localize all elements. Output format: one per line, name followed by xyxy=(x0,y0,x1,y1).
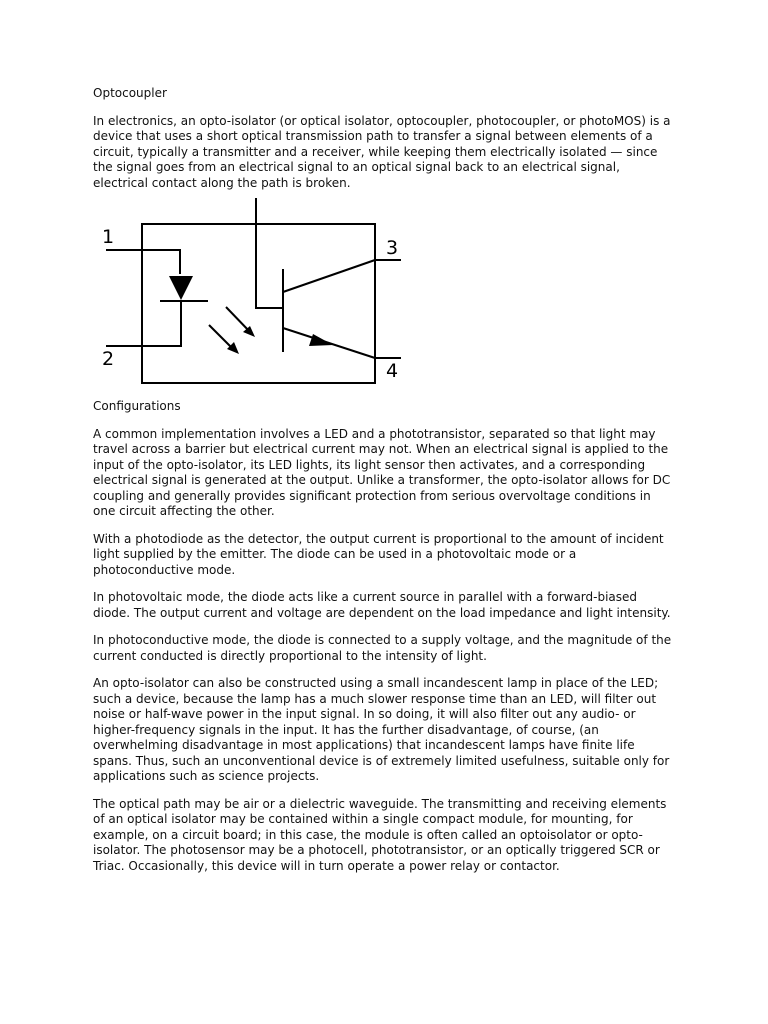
paragraph: An opto-isolator can also be constructed using a small incandescent lamp in place of the LED; such a device, because the lamp has a much slower response time than an LED, will filter out noise or half-wave power in the input signal. In so doing, it will also filter out any audio- or higher-frequency signals in the input. It has the further disadvantage, of course, (an overwhelming disadvantage in most applications) that incandescent lamps have finite life spans. Thus, such an unconventional device is of extremely limited usefulness, suitable only for applications such as science projects. xyxy=(93,676,670,783)
optocoupler-diagram xyxy=(93,196,423,390)
paragraph: In photoconductive mode, the diode is connected to a supply voltage, and the magnitude of the current conducted is directly proportional to the intensity of light. xyxy=(93,633,672,663)
section-heading: Configurations xyxy=(93,399,181,413)
paragraph: The optical path may be air or a dielectric waveguide. The transmitting and receiving elements of an optical isolator may be contained within a single compact module, for mounting, for example, on a circuit board; in this case, the module is often called an optoisolator or opto-isolator. The photosensor may be a photocell, phototransistor, or an optically triggered SCR or Triac. Occasionally, this device will in turn operate a power relay or contactor. xyxy=(93,796,667,873)
pin3-label: 3 xyxy=(386,237,399,259)
pin2-label: 2 xyxy=(102,348,115,370)
configurations-section xyxy=(93,399,675,886)
pin1-label: 1 xyxy=(102,226,115,248)
document-title: Optocoupler xyxy=(93,86,167,100)
package-outline xyxy=(142,224,375,383)
optocoupler-schematic xyxy=(93,196,423,390)
led-diode-triangle xyxy=(169,276,193,300)
collector-line xyxy=(283,260,375,292)
document-body xyxy=(93,86,675,203)
intro-paragraph: In electronics, an opto-isolator (or optical isolator, optocoupler, photocoupler, or photoMOS) is a device that uses a short optical transmission path to transfer a signal between elements of a circuit, typically a transmitter and a receiver, while keeping them electrically isolated — since the signal goes from an electrical signal to an optical signal back to an electrical signal, electrical contact along the path is broken. xyxy=(93,113,671,190)
base-lead xyxy=(256,198,283,308)
paragraph: A common implementation involves a LED and a phototransistor, separated so that light may travel across a barrier but electrical current may not. When an electrical signal is applied to the input of the opto-isolator, its LED lights, its light sensor then activates, and a corresponding electrical signal is generated at the output. Unlike a transformer, the opto-isolator allows for DC coupling and generally provides significant protection from serious overvoltage conditions in one circuit affecting the other. xyxy=(93,426,671,518)
paragraph: In photovoltaic mode, the diode acts like a current source in parallel with a forward-biased diode. The output current and voltage are dependent on the load impedance and light intensity. xyxy=(93,590,671,620)
pin2-lead xyxy=(106,301,181,346)
paragraph: With a photodiode as the detector, the output current is proportional to the amount of incident light supplied by the emitter. The diode can be used in a photovoltaic mode or a photoconductive mode. xyxy=(93,531,664,577)
pin4-label: 4 xyxy=(386,360,399,382)
emitter-arrow-head xyxy=(309,334,333,346)
